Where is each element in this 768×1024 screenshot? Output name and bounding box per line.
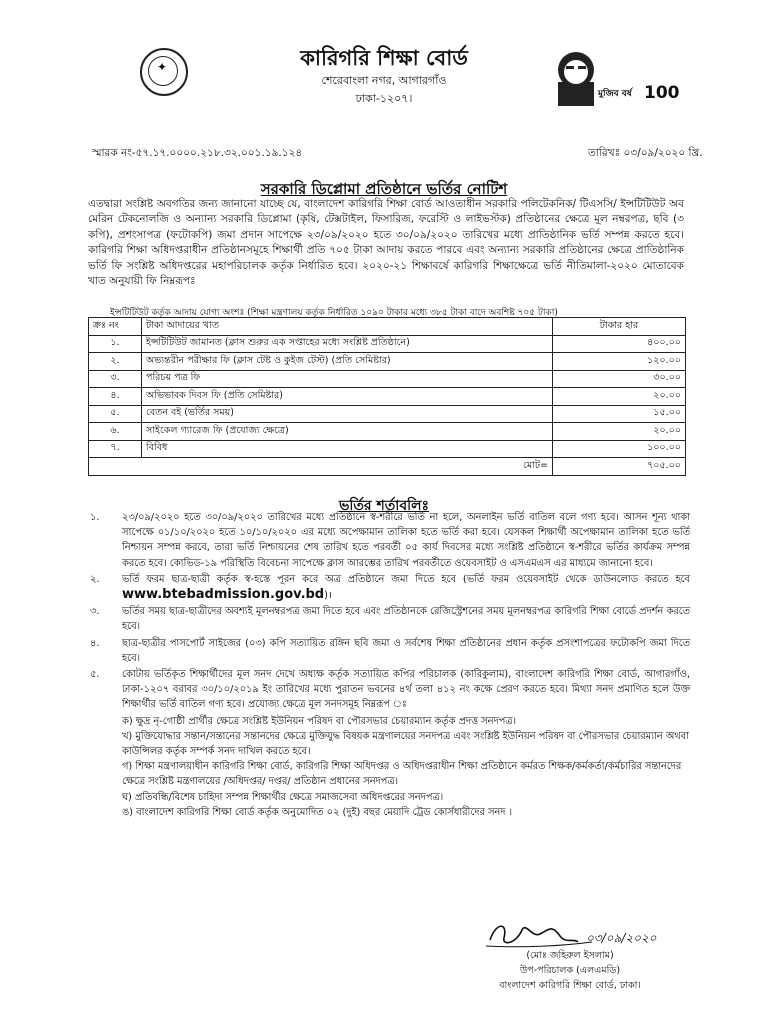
admission-website-link[interactable]: www.btebadmission.gov.bd (122, 587, 325, 603)
board-address-line1: শেরেবাংলা নগর, আগারগাঁও (321, 74, 447, 87)
fee-table-header (89, 318, 686, 336)
table-row (89, 335, 686, 353)
table-row (89, 353, 686, 371)
quota-item: গ) শিক্ষা মন্ত্রণালয়াধীন কারিগরি শিক্ষা বোর্ড, কারিগরি শিক্ষা অধিদপ্তর ও অধিদপ্তরাধীন শিক্ষা প্রতিষ্ঠানে কর্মরত শিক্ষক/কর্মকর্তা/কর্মচারির সন্তানদের ক্ষেত্রে সংশ্লিষ্ট মন্ত্রণালয়ের /অধিদপ্তর/ দপ্তর/ প্রতিষ্ঠান প্রধানের সনদপত্র। (122, 761, 682, 788)
list-item (90, 604, 690, 634)
total-amount: ৭০৫.০০ (553, 458, 686, 476)
signatory-block (420, 948, 720, 993)
handwritten-signature-icon (482, 916, 682, 952)
fee-table (88, 317, 686, 476)
table-row (89, 405, 686, 423)
row-serial: ২. (89, 353, 142, 371)
logo-text: মুজিব বর্ষ (598, 89, 632, 99)
row-serial: ৭. (89, 440, 142, 458)
header-item: টাকা আদায়ের খাত (142, 318, 553, 336)
board-seal-icon: ✦ (140, 48, 188, 96)
list-item (90, 510, 690, 571)
row-amount: ১২০.০০ (553, 353, 686, 371)
row-serial: ৩. (89, 370, 142, 388)
condition-text-end: )। (324, 590, 332, 602)
total-row (89, 458, 686, 476)
row-amount: ২০.০০ (553, 388, 686, 406)
total-label: মোট= (89, 458, 553, 476)
signatory-office: বাংলাদেশ কারিগরি শিক্ষা বোর্ড, ঢাকা। (499, 980, 641, 991)
row-item: পরিচয় পত্র ফি (142, 370, 553, 388)
condition-number: ৩. (90, 606, 100, 618)
row-amount: ২০.০০ (553, 423, 686, 441)
condition-text (122, 572, 690, 603)
row-serial: ৬. (89, 423, 142, 441)
condition-number: ১. (90, 512, 100, 523)
table-row (89, 388, 686, 406)
header-amount: টাকার হার (553, 318, 686, 336)
conditions-title: ভর্তির শর্তাবলিঃ (338, 498, 430, 514)
signatory-designation: উপ-পরিচালক (এলএমডি) (519, 965, 621, 976)
condition-text: ছাত্র-ছাত্রীর পাসপোর্ট সাইজের (০৩) কপি সত্যায়িত রঙ্গিন ছবি জমা ও সর্বশেষ শিক্ষা প্রতিষ্ঠানের প্রধান কর্তৃক প্রসংশাপত্রের ফটোকপি জমা দিতে হবে। (122, 637, 690, 664)
header-serial: ক্রঃ নং (89, 318, 142, 336)
quota-item: ঘ) প্রতিবন্ধি/বিশেষ চাহিদা সম্পন্ন শিক্ষার্থীর ক্ষেত্রে সমাজসেবা অধিদপ্তরের সনদপত্র। (122, 791, 444, 803)
quota-item: ঙ) বাংলাদেশ কারিগরি শিক্ষা বোর্ড কর্তৃক অনুমোদিত ০২ (দুই) বছর মেয়াদি ট্রেড কোর্সধারীদের সনদ । (122, 806, 513, 818)
row-item: বিবিধ (142, 440, 553, 458)
table-row (89, 370, 686, 388)
row-item: বেতন বই (ভর্তির সময়) (142, 405, 553, 423)
row-serial: ১. (89, 335, 142, 353)
fee-table-caption: ইন্সটিটিউট কর্তৃক আদায় যোগ্য অংশঃ (শিক্ষা মন্ত্রণালয় কর্তৃক নির্ধারিত ১০৯০ টাকার মধ্যে ৩৮৫ টাকা বাদে অবশিষ্ট ৭০৫ টাকা) (110, 308, 558, 318)
condition-number: ৫. (90, 669, 100, 681)
signature-date: ০৩/০৯/২০২০ (586, 931, 657, 945)
table-row (89, 440, 686, 458)
conditions-list (90, 510, 690, 820)
condition-number: ২. (90, 573, 100, 585)
condition-text: ২৩/০৯/২০২০ হতে ৩০/০৯/২০২০ তারিখের মধ্যে প্রতিষ্ঠানে স্ব-শরীরে ভর্তি না হলে, অনলাইন ভর্তি বাতিল বলে গণ্য হবে। আসন শূন্য থাকা সাপেক্ষে ০১/১০/২০২০ হতে ১০/১০/২০২০ এর মধ্যে অপেক্ষামান তালিকা হতে ভর্তি করা হবে। যেসকল শিক্ষার্থী অপেক্ষামান তালিকা হতে ভর্তি নিশ্চায়ন সম্পন্ন করবে, তারা ভর্তি নিশ্চায়নের শেষ তারিখ হতে পরবর্তী ০৫ কার্য দিবসের মধ্যে সংশ্লিষ্ট প্রতিষ্ঠানে স্ব-শরীরে ভর্তির কার্যক্রম সম্পন্ন করতে হবে। কোভিড-১৯ পরিস্থিতি বিবেচনা সাপেক্ষে ক্লাস আরম্ভের তারিখ পরবর্তীতে ওয়েবসাইট ও এসএমএস এর মাধ্যমে জানানো হবে। (122, 512, 690, 569)
row-item: ইন্সটিটিউট জামানত (ক্লাস শুরুর এক সপ্তাহের মধ্যে সংশ্লিষ্ট প্রতিষ্ঠানে) (142, 335, 553, 353)
row-amount: ৪০০.০০ (553, 335, 686, 353)
row-item: সাইকেল গ্যারেজ ফি (প্রযোজ্য ক্ষেত্রে) (142, 423, 553, 441)
mujib-borsho-logo-icon (540, 42, 680, 108)
logo-number: 100 (644, 83, 680, 103)
board-title: কারিগরি শিক্ষা বোর্ড (300, 46, 468, 70)
row-serial: ৫. (89, 405, 142, 423)
quota-item: ক) ক্ষুদ্র নৃ-গোষ্ঠী প্রার্থীর ক্ষেত্রে সংশ্লিষ্ট ইউনিয়ন পরিষদ বা পৌরসভার চেয়ারম্যান কর্তৃক প্রদত্ত সনদপত্র। (122, 715, 516, 727)
condition-text: ভর্তির সময় ছাত্র-ছাত্রীদের অবশ্যই মূলনম্বরপত্র জমা দিতে হবে এবং প্রতিষ্ঠানকে রেজিস্ট্রেশনের সময় মূলনম্বরপত্র কারিগরি শিক্ষা বোর্ডে প্রদর্শন করতে হবে। (122, 606, 690, 633)
intro-paragraph: এতদ্বারা সংশ্লিষ্ট অবগতির জন্য জানানো যাচ্ছে যে, বাংলাদেশ কারিগরি শিক্ষা বোর্ড আওতাধীন সরকারি পলিটেকনিক/ টিএসসি/ ইন্সটিটিউট অব মেরিন টেকনোলজি ও অন্যান্য সরকারি ডিপ্লোমা (কৃষি, টেক্সটাইল, ফিসারিজ, ফরেস্টি ও লাইভস্টক) প্রতিষ্ঠানের ক্ষেত্রে মূল নম্বরপত্র, ছবি (৩ কপি), প্রশংসাপত্র (ফটোকপি) জমা প্রদান সাপেক্ষে ২৩/০৯/২০২০ হতে ৩০/০৯/২০২০ তারিখের মধ্যে প্রাতিষ্ঠানিক ভর্তি সম্পন্ন করতে হবে। কারিগরি শিক্ষা অধিদপ্তরাধীন প্রতিষ্ঠানসমূহে শিক্ষার্থী প্রতি ৭০৫ টাকা আদায় করতে পারবে এবং অন্যান্য সরকারি প্রতিষ্ঠানের ক্ষেত্রে প্রাতিষ্ঠানিক ভর্তি ফি সংশ্লিষ্ট অধিদপ্তরের মহাপরিচালক কর্তৃক নির্ধারিত হবে। ২০২০-২১ শিক্ষাবর্ষে কারিগরি শিক্ষাক্ষেত্রে ভর্তি নীতিমালা-২০২০ মোতাবেক খাত অনুযায়ী ফি নিম্নরূপঃ (88, 198, 684, 288)
list-item (90, 667, 690, 713)
memo-number: স্মারক নং-৫৭.১৭.০০০০.২১৮.৩২.০০১.১৯.১২৪ (92, 147, 303, 159)
board-address-line2: ঢাকা-১২০৭। (355, 92, 413, 105)
condition-text: কোটায় ভর্তিকৃত শিক্ষার্থীদের মূল সনদ দেখে অধ্যক্ষ কর্তৃক সত্যায়িত কপির পরিচালক (কারিকুলাম), বাংলাদেশ কারিগরি শিক্ষা বোর্ড, আগারগাঁও, ঢাকা-১২০৭ বরাবর ৩০/১০/২০১৯ ইং তারিখের মধ্যে পুরাতন ভবনের ৪র্থ তলা ৪১২ নং কক্ষে প্রেরণ করতে হবে। মিথ্যা সনদ প্রমাণিত হলে উক্ত শিক্ষার্থীর ভর্তি বাতিল গণ্য হবে। প্রযোজ্য ক্ষেত্রে মূল সনদসমূহ নিম্নরূপ ঃ (122, 669, 690, 711)
quota-item: খ) মুক্তিযোদ্ধার সন্তান/সন্তানের সন্তানদের ক্ষেত্রে মুক্তিযুদ্ধ বিষয়ক মন্ত্রণালয়ের সনদপত্র এবং সংশ্লিষ্ট ইউনিয়ন পরিষদ বা পৌরসভার চেয়ারম্যান অথবা কাউন্সিলর কর্তৃক সম্পর্ক সনদ দাখিল করতে হবে। (122, 730, 689, 758)
row-amount: ১৫.০০ (553, 405, 686, 423)
condition-text-part: ভর্তি ফরম ছাত্র-ছাত্রী কর্তৃক স্ব-হস্তে পূরন করে অত্র প্রতিষ্ঠানে জমা দিতে হবে (ভর্তি ফরম ওয়েবসাইট থেকে ডাউনলোড করতে হবে (122, 573, 690, 585)
row-amount: ৩০.০০ (553, 370, 686, 388)
list-item (90, 636, 690, 666)
row-item: অভ্যন্তরীন পরীক্ষার ফি (ক্লাস টেষ্ট ও কুইজ টেস্ট) (প্রতি সেমিষ্টার) (142, 353, 553, 371)
notice-date: তারিখঃ ০৩/০৯/২০২০ খ্রি. (588, 147, 703, 159)
condition-number: ৪. (90, 637, 100, 649)
notice-title: সরকারি ডিপ্লোমা প্রতিষ্ঠানে ভর্তির নোটিশ (260, 180, 508, 198)
table-row (89, 423, 686, 441)
row-amount: ১০০.০০ (553, 440, 686, 458)
row-serial: ৪. (89, 388, 142, 406)
signatory-name: (মোঃ জহিরুল ইসলাম) (526, 950, 614, 961)
list-item (90, 572, 690, 603)
row-item: অভিভাবক দিবস ফি (প্রতি সেমিষ্টার) (142, 388, 553, 406)
